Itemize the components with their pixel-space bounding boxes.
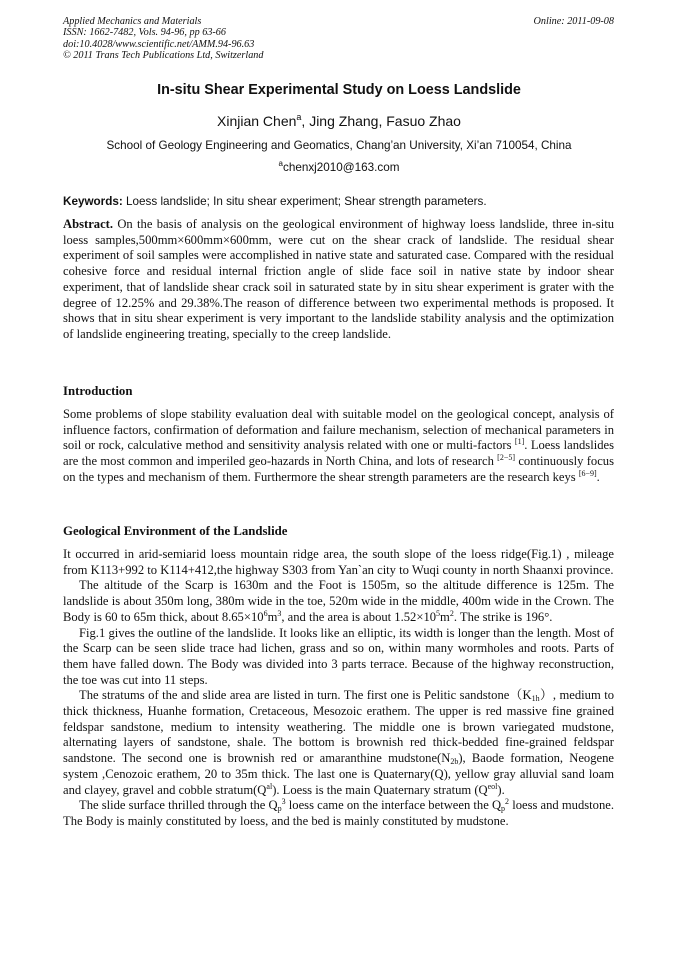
p2-exp-4: 2	[449, 608, 454, 618]
geology-body	[63, 547, 614, 830]
introduction-paragraph	[63, 407, 614, 486]
author-affiliation-mark: a	[296, 112, 302, 122]
p5-sup-1: 3	[281, 797, 286, 807]
intro-text-4: .	[596, 469, 600, 484]
citation-2-5: [2−5]	[497, 453, 516, 463]
intro-text-2: . Loess landslides are the most common and imperiled geo-hazards in North China, and lots of research	[63, 438, 614, 469]
introduction-heading: Introduction	[63, 384, 133, 398]
p4-text-c: ), Baode formation, Neogene system ,Cenozoic erathem, 20 to 35m thick. The last one is Quaternary(Q), yellow gray alluvial sand loam and clayey, gravel and cobble stratum(Q	[63, 751, 614, 797]
geology-paragraph-4	[63, 688, 614, 798]
p5-sub-2: p	[501, 804, 506, 814]
p4-sub-1: 1h	[531, 694, 540, 704]
abstract-text: On the basis of analysis on the geological environment of highway loess landslide, three in-situ loess samples,500mm×600mm×600mm, were cut on the shear crack of landslide. The residual shear experiment of soil samples were accomplished in native state and saturated case. Compared with the residual cohesive force and residual internal friction angle of slide face soil in native state by indoor shear experiment, that of landslide shear crack soil in saturated state by in situ shear experiment is grater with the degree of 12.25% and 29.38%.The reason of difference between two experimental methods is proposed. It shows that in situ shear experiment is very important to the landslide stability analysis and the optimization of landslide engineering treating, specially to the creep landslide.	[63, 217, 614, 341]
p2-text-b: m	[267, 609, 278, 624]
affiliation: School of Geology Engineering and Geomatics, Chang’an University, Xi’an 710054, China	[106, 139, 572, 152]
p4-text-b: ）, medium to thick thickness, Huanhe formation, Cretaceous, Mesozoic erathem. The upper is red massive fine grained feldspar sandstone, medium to intensity weathering. The middle one is brown variegated mudstone, alternating layers of sandstone, shale. The bottom is brownish red thick-bedded fine-grained feldspar sandstone. The second one is brownish red or amaranthine mudstone(N	[63, 688, 615, 766]
copyright-line: © 2011 Trans Tech Publications Ltd, Switzerland	[63, 49, 264, 61]
p4-sub-2: 2b	[450, 757, 459, 767]
abstract	[63, 217, 614, 343]
p2-text-a: The altitude of the Scarp is 1630m and the Foot is 1505m, so the altitude difference is 125m. The landslide is about 350m long, 380m wide in the toe, 520m wide in the middle, 400m wide in the Crown. The Body is 60 to 65m thick, about 8.65×10	[63, 578, 614, 624]
email-mark: a	[278, 159, 283, 168]
geology-paragraph-3: Fig.1 gives the outline of the landslide. It looks like an elliptic, its width is longer than the length. Most of the Scarp can be seen slide trace had lichen, grass and so on, within many wormholes and roots. Parts of them have falled down. The Body was divided into 3 parts terrace. Because of the highway reconstruction, the toe was cut into 11 steps.	[63, 625, 614, 687]
first-author: Xinjian Chen	[217, 113, 297, 129]
p4-text-d: ). Loess is the main Quaternary stratum (Q	[272, 782, 488, 797]
p5-sub-1: p	[277, 804, 282, 814]
introduction-body	[63, 407, 614, 486]
keywords-label: Keywords:	[63, 195, 123, 208]
online-date: Online: 2011-09-08	[533, 16, 614, 27]
p4-text-e: ).	[497, 782, 505, 797]
p4-sup-4: eol	[487, 781, 498, 791]
abstract-label: Abstract.	[63, 217, 114, 231]
keywords-text: Loess landslide; In situ shear experiment; Shear strength parameters.	[122, 195, 487, 208]
intro-text-1: Some problems of slope stability evaluation deal with suitable model on the geological concept, analysis of influence factors, confirmation of deformation and failure mechanism, selection of mechanical parameters in soil or rock, calculative method and sensitivity analysis related with one or multi-factors	[63, 407, 614, 453]
p2-text-d: m	[440, 609, 450, 624]
journal-name: Applied Mechanics and Materials	[63, 16, 202, 27]
p5-sup-2: 2	[505, 797, 510, 807]
geology-paragraph-2	[63, 578, 614, 625]
p2-exp-1: 6	[263, 608, 268, 618]
keywords	[63, 195, 615, 208]
paper-title: In-situ Shear Experimental Study on Loess Landslide	[157, 82, 521, 98]
issn-line: ISSN: 1662-7482, Vols. 94-96, pp 63-66	[63, 27, 226, 39]
geology-heading: Geological Environment of the Landslide	[63, 524, 288, 538]
doi-line: doi:10.4028/www.scientific.net/AMM.94-96.63	[63, 38, 255, 50]
email-line	[0, 161, 678, 174]
author-line	[0, 113, 678, 129]
intro-text-3: continuously focus on the types and mechanism of them. Furthermore the shear strength parameters are the research keys	[63, 454, 614, 484]
p5-text-a: The slide surface thrilled through the Q	[79, 798, 278, 813]
citation-1: [1]	[514, 437, 525, 447]
p5-text-b: loess came on the interface between the Q	[285, 798, 502, 813]
other-authors: , Jing Zhang, Fasuo Zhao	[301, 113, 461, 129]
p2-text-c: , and the area is about 1.52×10	[281, 609, 437, 624]
citation-6-9: [6−9]	[578, 468, 597, 478]
journal-header	[63, 16, 263, 61]
geology-paragraph-1: It occurred in arid-semiarid loess mountain ridge area, the south slope of the loess ridge(Fig.1) , mileage from K113+992 to K114+412,the highway S303 from Yan`an city to Wuqi county in north Shaanxi province.	[63, 547, 614, 577]
p4-text-a: The stratums of the and slide area are listed in turn. The first one is Pelitic sandstone（K	[79, 688, 532, 703]
p2-exp-3: 5	[436, 608, 441, 618]
email-address: chenxj2010@163.com	[282, 161, 400, 174]
p5-text-c: loess and mudstone. The Body is mainly constituted by loess, and the bed is mainly constituted by mudstone.	[63, 798, 614, 828]
p2-text-f: . The strike is 196°.	[453, 609, 553, 624]
p4-sup-3: al	[266, 781, 273, 791]
p2-exp-2: 3	[277, 608, 282, 618]
geology-paragraph-5	[63, 798, 614, 829]
